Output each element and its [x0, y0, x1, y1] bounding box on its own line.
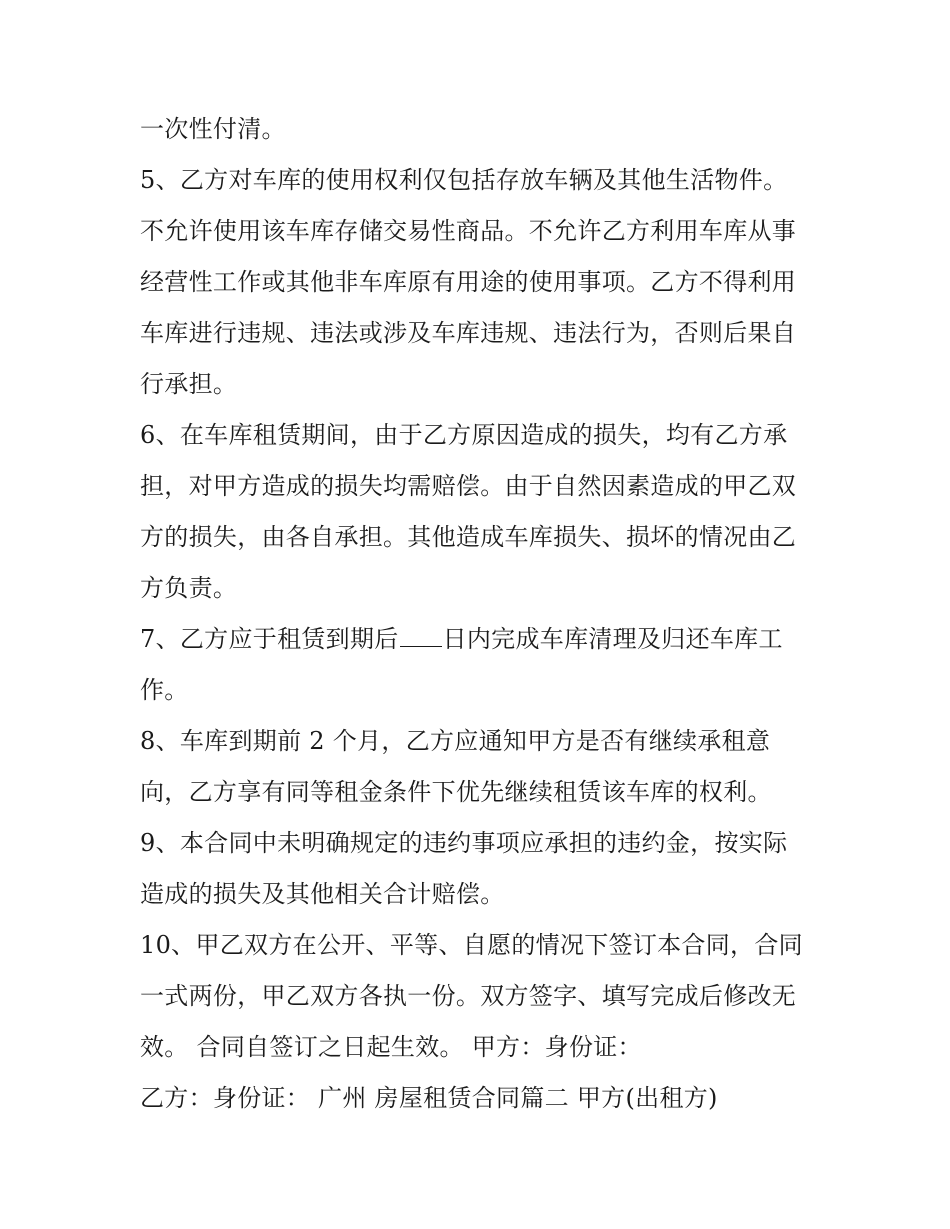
clause-9-line-2: 造成的损失及其他相关合计赔偿。 — [140, 880, 505, 908]
clause-5-line-3: 经营性工作或其他非车库原有用途的使用事项。乙方不得利用 — [140, 268, 797, 296]
clause-10-line-2: 一式两份，甲乙双方各执一份。双方签字、填写完成后修改无 — [140, 982, 797, 1010]
clause-10-line-3: 效。 合同自签订之日起生效。 甲方：身份证： — [140, 1033, 642, 1061]
clause-5-line-2: 不允许使用该车库存储交易性商品。不允许乙方利用车库从事 — [140, 217, 797, 245]
clause-7-line-2: 作。 — [140, 676, 189, 704]
clause-6-line-3: 方的损失，由各自承担。其他造成车库损失、损坏的情况由乙 — [140, 523, 797, 551]
clause-10-line-1: 10、甲乙双方在公开、平等、自愿的情况下签订本合同，合同 — [140, 931, 803, 959]
fill-in-blank — [400, 624, 442, 647]
clause-7-line-1 — [140, 624, 783, 654]
clause-5-line-4: 车库进行违规、违法或涉及车库违规、违法行为，否则后果自 — [140, 319, 797, 347]
clause-5-line-5: 行承担。 — [140, 370, 238, 398]
clause-8-line-2: 向，乙方享有同等租金条件下优先继续租赁该车库的权利。 — [140, 778, 772, 806]
clause-8-line-1: 8、车库到期前 2 个月，乙方应通知甲方是否有继续承租意 — [140, 727, 771, 755]
clause-5-line-1: 5、乙方对车库的使用权利仅包括存放车辆及其他生活物件。 — [140, 166, 788, 194]
clause-6-line-2: 担，对甲方造成的损失均需赔偿。由于自然因素造成的甲乙双 — [140, 472, 797, 500]
clause-6-line-1: 6、在车库租赁期间，由于乙方原因造成的损失，均有乙方承 — [140, 421, 788, 449]
signature-line: 乙方：身份证： 广州 房屋租赁合同篇二 甲方(出租方) — [140, 1084, 718, 1112]
clause-7-text-after: 日内完成车库清理及归还车库工 — [442, 625, 783, 653]
clause-6-line-4: 方负责。 — [140, 574, 238, 602]
clause-9-line-1: 9、本合同中未明确规定的违约事项应承担的违约金，按实际 — [140, 829, 788, 857]
text-line: 一次性付清。 — [140, 115, 286, 143]
clause-7-text-before: 7、乙方应于租赁到期后 — [140, 625, 399, 653]
